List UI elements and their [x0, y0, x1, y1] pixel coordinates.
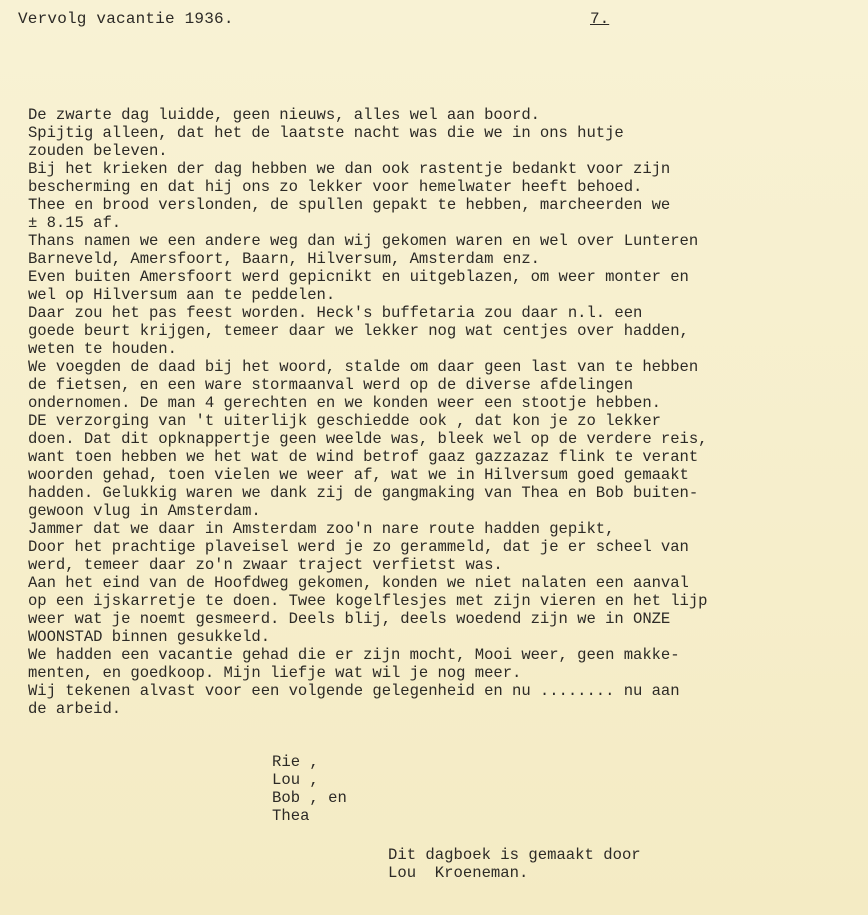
- text-line: hadden. Gelukkig waren we dank zij de gangmaking van Thea en Bob buiten-: [28, 484, 699, 502]
- text-line: werd, temeer daar zo'n zwaar traject verfietst was.: [28, 556, 503, 574]
- text-line: woorden gehad, toen vielen we weer af, wat we in Hilversum goed gemaakt: [28, 466, 689, 484]
- text-line: gewoon vlug in Amsterdam.: [28, 502, 261, 520]
- names-list: [272, 753, 347, 825]
- text-line: wel op Hilversum aan te peddelen.: [28, 286, 336, 304]
- text-line: Thans namen we een andere weg dan wij gekomen waren en wel over Lunteren: [28, 232, 699, 250]
- diary-body: [28, 106, 864, 718]
- text-line: menten, en goedkoop. Mijn liefje wat wil je nog meer.: [28, 664, 522, 682]
- text-line: WOONSTAD binnen gesukkeld.: [28, 628, 271, 646]
- text-line: de arbeid.: [28, 700, 122, 718]
- name-entry: Rie ,: [272, 753, 319, 771]
- text-line: weer wat je noemt gesmeerd. Deels blij, deels woedend zijn we in ONZE: [28, 610, 671, 628]
- text-line: ondernomen. De man 4 gerechten en we konden weer een stootje hebben.: [28, 394, 661, 412]
- signature-line: Lou Kroeneman.: [388, 864, 529, 882]
- page-header-title: Vervolg vacantie 1936.: [18, 10, 234, 28]
- text-line: Even buiten Amersfoort werd gepicnikt en uitgeblazen, om weer monter en: [28, 268, 689, 286]
- text-line: De zwarte dag luidde, geen nieuws, alles wel aan boord.: [28, 106, 540, 124]
- text-line: Thee en brood verslonden, de spullen gepakt te hebben, marcheerden we: [28, 196, 671, 214]
- name-entry: Lou ,: [272, 771, 319, 789]
- text-line: de fietsen, en een ware stormaanval werd op de diverse afdelingen: [28, 376, 634, 394]
- text-line: op een ijskarretje te doen. Twee kogelflesjes met zijn vieren en het lijp: [28, 592, 708, 610]
- name-entry: Bob , en: [272, 789, 347, 807]
- text-line: Door het prachtige plaveisel werd je zo gerammeld, dat je er scheel van: [28, 538, 689, 556]
- text-line: Bij het krieken der dag hebben we dan ook rastentje bedankt voor zijn: [28, 160, 671, 178]
- name-entry: Thea: [272, 807, 310, 825]
- text-line: weten te houden.: [28, 340, 177, 358]
- text-line: want toen hebben we het wat de wind betrof gaaz gazzazaz flink te verant: [28, 448, 699, 466]
- text-line: doen. Dat dit opknappertje geen weelde was, bleek wel op de verdere reis,: [28, 430, 708, 448]
- page-number: 7.: [590, 10, 610, 28]
- signature-block: [388, 846, 641, 882]
- text-line: Aan het eind van de Hoofdweg gekomen, konden we niet nalaten een aanval: [28, 574, 689, 592]
- text-line: Wij tekenen alvast voor een volgende gelegenheid en nu ........ nu aan: [28, 682, 680, 700]
- text-line: Jammer dat we daar in Amsterdam zoo'n nare route hadden gepikt,: [28, 520, 615, 538]
- text-line: goede beurt krijgen, temeer daar we lekker nog wat centjes over hadden,: [28, 322, 689, 340]
- text-line: Spijtig alleen, dat het de laatste nacht was die we in ons hutje: [28, 124, 624, 142]
- signature-line: Dit dagboek is gemaakt door: [388, 846, 641, 864]
- text-line: We voegden de daad bij het woord, stalde om daar geen last van te hebben: [28, 358, 699, 376]
- text-line: We hadden een vacantie gehad die er zijn mocht, Mooi weer, geen makke-: [28, 646, 680, 664]
- text-line: bescherming en dat hij ons zo lekker voor hemelwater heeft behoed.: [28, 178, 643, 196]
- text-line: Daar zou het pas feest worden. Heck's buffetaria zou daar n.l. een: [28, 304, 643, 322]
- text-line: DE verzorging van 't uiterlijk geschiedde ook , dat kon je zo lekker: [28, 412, 661, 430]
- text-line: Barneveld, Amersfoort, Baarn, Hilversum, Amsterdam enz.: [28, 250, 540, 268]
- text-line: ± 8.15 af.: [28, 214, 122, 232]
- text-line: zouden beleven.: [28, 142, 168, 160]
